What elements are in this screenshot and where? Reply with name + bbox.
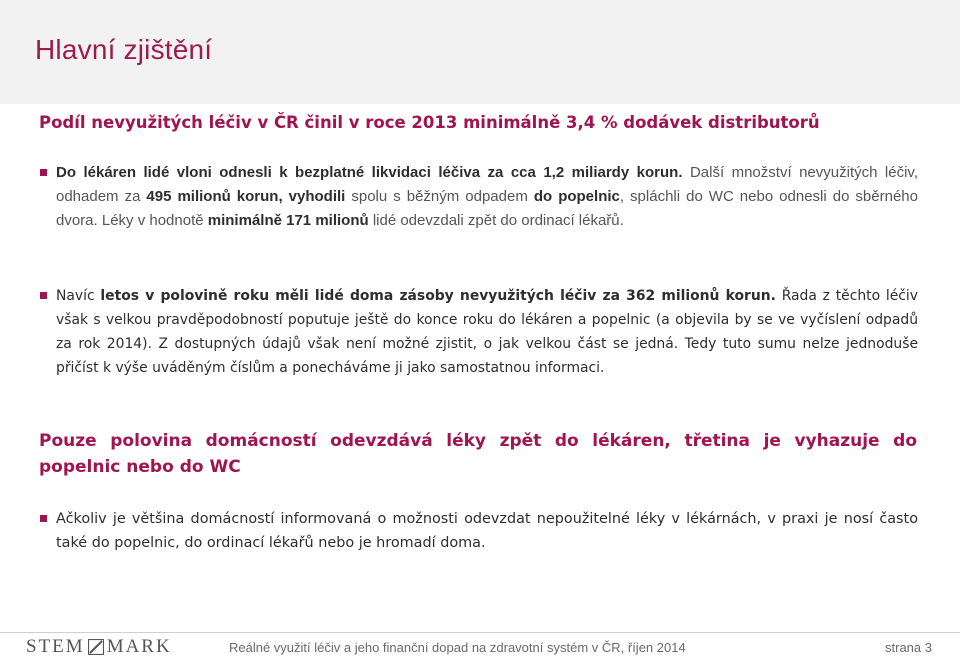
bullet-2-text-1: Navíc [56, 288, 101, 304]
bullet-2-bold-2: letos v polovině roku měli lidé doma zásoby nevyužitých léčiv za 362 milionů korun. [100, 288, 776, 304]
bullet-1 [56, 161, 918, 233]
footer-caption: Reálné využití léčiv a jeho finanční dopad na zdravotní systém v ČR, říjen 2014 [229, 640, 686, 655]
bullet-2-text-3: Řada z těchto léčiv však s velkou pravděpodobností poputuje ještě do konce roku do lékáren a popelnic (a objevila by se ve vyčíslení odpadů za rok 2014). Z dostupných údajů však není možné zjistit, o jak velkou část se jedná. Tedy tuto sumu nelze jednoduše přičíst k výše uváděným číslům a ponecháváme ji jako samostatnou informaci. [56, 288, 918, 376]
footer-divider [0, 632, 960, 633]
bullet-1-bold-3: 495 milionů korun, vyhodili [146, 188, 346, 205]
logo-slash-icon [88, 639, 104, 655]
page-number: strana 3 [885, 640, 932, 655]
bullet-1-bold-7: minimálně 171 milionů [207, 212, 369, 229]
bullet-2 [56, 284, 918, 380]
bullet-1-bold-5: do popelnic [533, 188, 620, 205]
bullet-1-bold-1: Do lékáren lidé vloni odnesli k bezplatné likvidaci léčiva za cca 1,2 miliardy korun. [56, 164, 683, 181]
bullet-1-text-2: Další množství nevyužitých léčiv, odhadem za [56, 164, 918, 205]
logo-text-right: MARK [106, 636, 172, 657]
slide-title: Hlavní zjištění [35, 34, 213, 65]
stemmark-logo [26, 636, 172, 658]
bullet-3: Ačkoliv je většina domácností informovaná o možnosti odevzdat nepoužitelné léky v lékárnách, v praxi je nosí často také do popelnic, do ordinací lékařů nebo je hromadí doma. [56, 507, 918, 555]
slide-header [0, 0, 960, 104]
bullet-1-text-8: lidé odevzdali zpět do ordinací lékařů. [368, 212, 624, 229]
section-heading-2: Pouze polovina domácností odevzdává léky zpět do lékáren, třetina je vyhazuje do popelnic nebo do WC [39, 431, 917, 477]
bullet-1-text-4: spolu s běžným odpadem [345, 188, 534, 205]
bullet-1-text-6: , spláchli do WC nebo odnesli do sběrného dvora. Léky v hodnotě [56, 188, 918, 229]
logo-text-left: STEM [26, 636, 85, 657]
section-heading-1: Podíl nevyužitých léčiv v ČR činil v roce 2013 minimálně 3,4 % dodávek distributorů [39, 113, 820, 132]
